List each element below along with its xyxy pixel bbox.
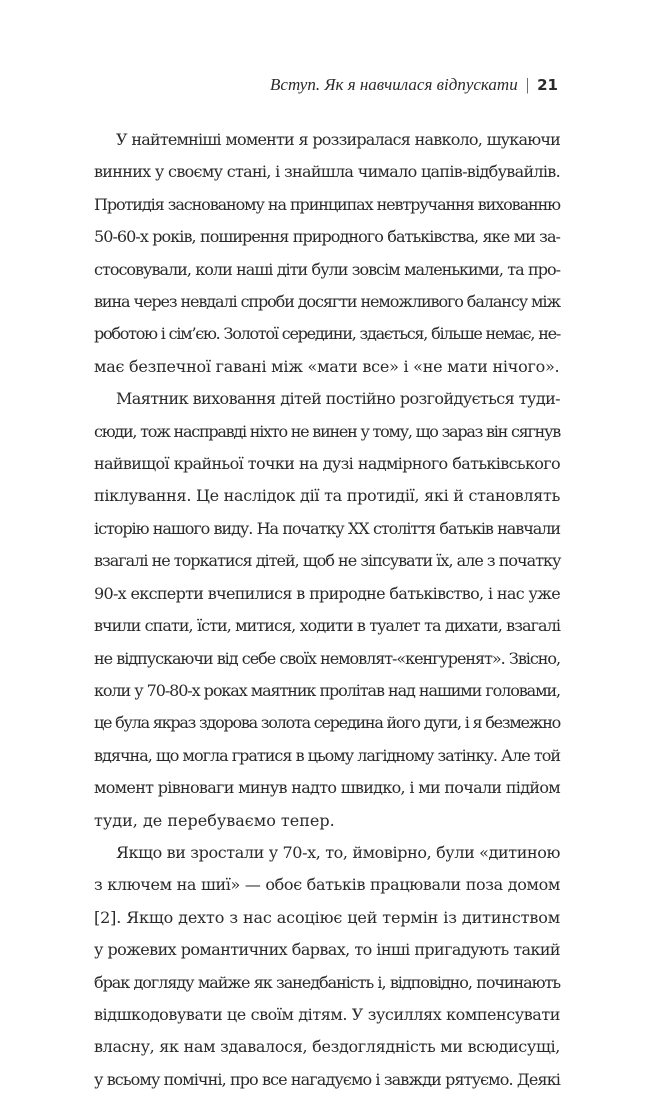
text-line: [2]. Якщо дехто з нас асоціює цей термін із дитинством: [94, 907, 560, 927]
text-line: власну, як нам здавалося, бездоглядність ми всюдисущі,: [94, 1037, 560, 1057]
text-line: відшкодовувати це своїм дітям. У зусиллях компенсувати: [94, 1004, 560, 1024]
text-line: Маятник виховання дітей постійно розгойдується туди-: [116, 389, 560, 409]
text-line: Протидія заснованому на принципах невтручання вихованню: [94, 194, 560, 214]
text-line: має безпечної гавані між «мати все» і «не мати нічого».: [94, 356, 560, 376]
text-line: винних у своєму стані, і знайшла чимало цапів-відбувайлів.: [94, 162, 560, 182]
text-line: у всьому помічні, про все нагадуємо і завжди рятуємо. Деякі: [94, 1069, 561, 1089]
paragraph-3: [94, 837, 560, 1096]
text-line: це була якраз здорова золота середина його дуги, і я безмежно: [94, 713, 560, 733]
text-line: брак догляду майже як занедбаність і, відповідно, починають: [94, 972, 560, 992]
header-separator: |: [525, 75, 530, 94]
text-line: У найтемніші моменти я роззиралася навколо, шукаючи: [116, 130, 560, 149]
paragraph-2: [94, 383, 560, 837]
page-number: 21: [537, 76, 558, 94]
text-line: момент рівноваги минув надто швидко, і ми почали підйом: [94, 778, 560, 798]
section-title: Вступ. Як я навчилася відпускати: [270, 75, 518, 94]
text-line: не відпускаючи від себе своїх немовлят-«кенгуренят». Звісно,: [94, 648, 560, 668]
text-line: 50-60-х років, поширення природного батьківства, яке ми за-: [94, 227, 560, 247]
text-line: з ключем на шиї» — обоє батьків працювали поза домом: [94, 875, 560, 895]
text-line: піклування. Це наслідок дії та протидії, які й становлять: [94, 486, 560, 506]
running-header: [270, 74, 558, 96]
text-line: 90-х експерти вчепилися в природне батьківство, і нас уже: [94, 583, 560, 603]
text-line: у рожевих романтичних барвах, то інші пригадують такий: [94, 940, 560, 960]
text-line: вина через невдалі спроби досягти неможливого балансу між: [94, 292, 560, 312]
text-line: коли у 70-80-х роках маятник пролітав над нашими головами,: [94, 680, 560, 700]
text-line: вчили спати, їсти, митися, ходити в туалет та дихати, взагалі: [94, 616, 560, 636]
text-line: Якщо ви зростали у 70-х, то, ймовірно, були «дитиною: [116, 842, 560, 862]
text-line: взагалі не торкатися дітей, щоб не зіпсувати їх, але з початку: [94, 551, 561, 571]
body-text: [94, 124, 560, 1096]
text-line: найвищої крайньої точки на дузі надмірного батьківського: [94, 454, 560, 474]
text-line: історію нашого виду. На початку ХХ століття батьків навчали: [94, 518, 560, 538]
text-line: вдячна, що могла гратися в цьому лагідному затінку. Але той: [94, 745, 561, 765]
text-line: роботою і сім’єю. Золотої середини, здається, більше немає, не-: [94, 324, 560, 344]
text-line: сюди, тож насправді ніхто не винен у тому, що зараз він сягнув: [94, 421, 560, 441]
text-line: стосовували, коли наші діти були зовсім маленькими, та про-: [94, 259, 560, 279]
text-line: туди, де перебуваємо тепер.: [94, 810, 335, 830]
paragraph-1: [94, 124, 560, 383]
